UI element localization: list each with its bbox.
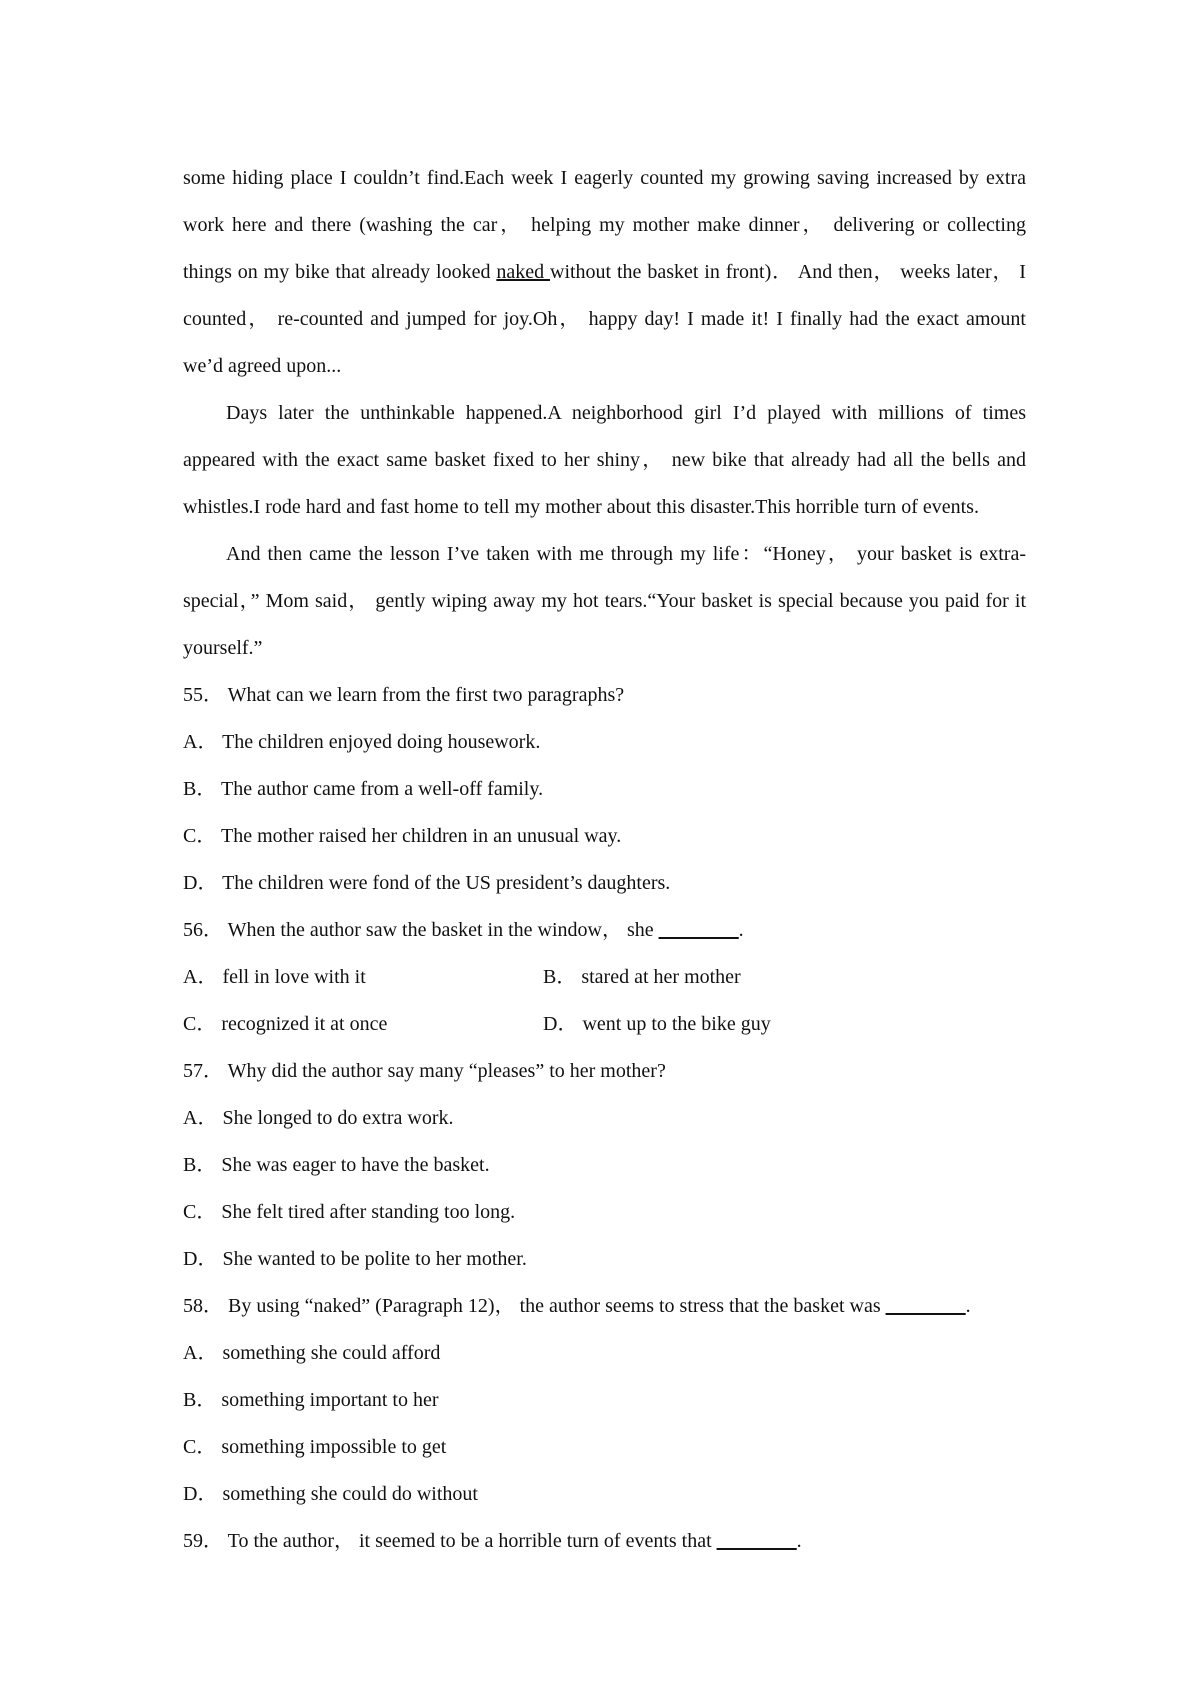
question-55-option-a: A． The children enjoyed doing housework. [183, 731, 541, 753]
question-56-blank: ________ [658, 919, 739, 941]
question-58-blank: ________ [885, 1295, 966, 1317]
page-content [183, 155, 1026, 1565]
question-56-text: 56． When the author saw the basket in the window， she [183, 919, 659, 941]
question-57-option-d: D． She wanted to be polite to her mother. [183, 1248, 527, 1270]
question-56-end: . [738, 919, 744, 941]
question-57-option-b: B． She was eager to have the basket. [183, 1154, 490, 1176]
passage-paragraph-2: Days later the unthinkable happened.A neighborhood girl I’d played with millions of times appeared with the exact same basket fixed to her shiny， new bike that already had all the bells and whistles.I rode hard and fast home to tell my mother about this disaster.This horrible turn of events. [183, 402, 1026, 518]
passage-p1-text-before: some hiding place I couldn’t find.Each week I eagerly counted my growing saving increased by extra work here and there (washing the car， helping my mother make dinner， delivering or collecting things on my bike that already looked [183, 167, 1026, 283]
question-59-end: . [796, 1530, 802, 1552]
passage-paragraph-1 [183, 155, 1026, 390]
question-56-options-row-2 [183, 1001, 1026, 1048]
passage-paragraph-3: And then came the lesson I’ve taken with me through my life：“Honey， your basket is extra-special，” Mom said， gently wiping away my hot tears.“Your basket is special because you paid for it yourself.” [183, 543, 1026, 659]
question-59-blank: ________ [716, 1530, 797, 1552]
question-58-end: . [965, 1295, 971, 1317]
question-58 [183, 1283, 1026, 1330]
question-56-option-b: B． stared at her mother [543, 966, 741, 988]
question-57: 57． Why did the author say many “pleases” to her mother? [183, 1060, 666, 1082]
question-59 [183, 1518, 1026, 1565]
question-55-option-b: B． The author came from a well-off family. [183, 778, 544, 800]
underlined-word-naked: naked [496, 261, 550, 283]
question-58-option-a: A． something she could afford [183, 1342, 441, 1364]
question-58-option-c: C． something impossible to get [183, 1436, 447, 1458]
question-56 [183, 907, 1026, 954]
question-55-option-c: C． The mother raised her children in an unusual way. [183, 825, 622, 847]
question-57-option-a: A． She longed to do extra work. [183, 1107, 454, 1129]
question-57-option-c: C． She felt tired after standing too long. [183, 1201, 516, 1223]
question-55: 55． What can we learn from the first two paragraphs? [183, 684, 625, 706]
question-56-option-d: D． went up to the bike guy [543, 1013, 771, 1035]
question-59-text: 59． To the author， it seemed to be a horrible turn of events that [183, 1530, 717, 1552]
question-58-text: 58． By using “naked” (Paragraph 12)， the author seems to stress that the basket was [183, 1295, 886, 1317]
question-56-option-c: C． recognized it at once [183, 1013, 388, 1035]
question-55-option-d: D． The children were fond of the US president’s daughters. [183, 872, 671, 894]
passage-p1-text-after: without the basket in front)． And then， weeks later， I counted， re-counted and jumped for joy.Oh， happy day! I made it! I finally had the exact amount we’d agreed upon... [183, 261, 1026, 377]
question-56-option-a: A． fell in love with it [183, 966, 366, 988]
question-58-option-b: B． something important to her [183, 1389, 439, 1411]
question-58-option-d: D． something she could do without [183, 1483, 478, 1505]
question-56-options-row-1 [183, 954, 1026, 1001]
